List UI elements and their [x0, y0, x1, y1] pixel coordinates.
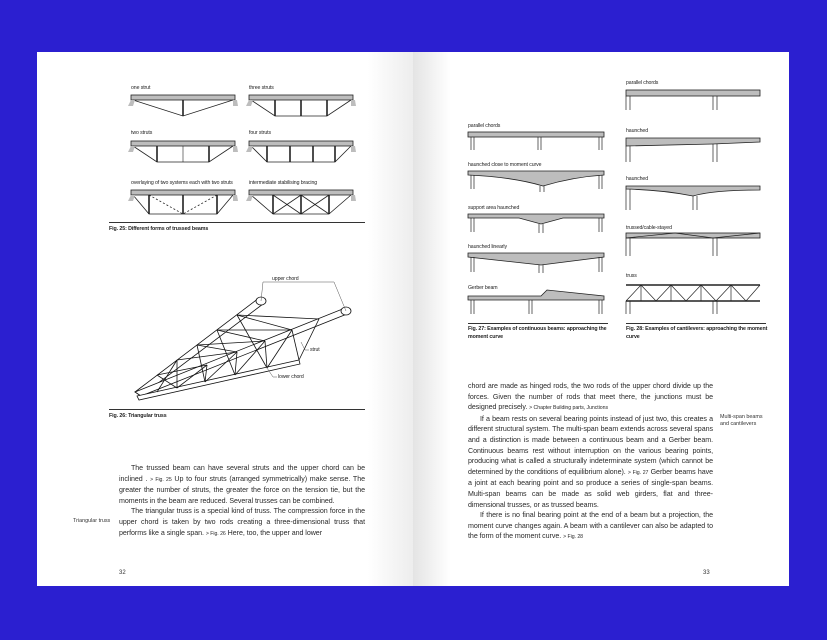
fig25-trussed-beams-diagram: [37, 52, 413, 232]
fig25-reference: > Fig. 25: [150, 476, 172, 483]
left-p2-text-b: Here, too, the upper and lower: [225, 528, 323, 537]
fig25-label-overlaying: overlaying of two systems each with two struts: [131, 180, 233, 186]
chapter-reference: > Chapter Building parts, Junctions: [529, 405, 609, 412]
fig28-caption: Fig. 28: Examples of cantilevers: approaching the moment curve: [626, 326, 768, 340]
fig28-label-truss: truss: [626, 273, 637, 279]
fig25-rule: [109, 222, 365, 223]
left-page: [37, 52, 413, 586]
right-p2-text-b: Gerber beams have a joint at each bearing point and so produce a series of single-span beams. Multi-span beams can be made as solid web girders, flat and three-dimensional trusses, or as trussed beams.: [468, 467, 714, 509]
fig27-rule: [468, 323, 608, 324]
fig26-triangular-truss-diagram: [37, 262, 413, 412]
page-number-right: 33: [703, 570, 710, 576]
fig25-label-one-strut: one strut: [131, 85, 151, 91]
fig27-label-parallel-chords: parallel chords: [468, 123, 501, 129]
fig27-caption: Fig. 27: Examples of continuous beams: approaching the moment curve: [468, 326, 607, 340]
fig27-reference: > Fig. 27: [627, 469, 649, 476]
fig25-label-three-struts: three struts: [249, 85, 274, 91]
right-paragraph-3: [468, 510, 713, 543]
fig26-rule: [109, 409, 365, 410]
fig26-caption: Fig. 26: Triangular truss: [109, 413, 167, 419]
right-p3-text-a: If there is no final bearing point at the end of a beam but a projection, the moment curve changes again. A beam with a cantilever can also be adapted to the form of the moment curve.: [468, 511, 713, 541]
left-p1-text-b: Up to four struts (arranged symmetrically) make sense. The greater the number of struts, the greater the force on the tension tie, but the moments in the beam are reduced. Several trusses can be combined.: [119, 474, 365, 505]
fig27-label-haunched-close: haunched close to moment curve: [468, 162, 542, 168]
book-spread: [37, 52, 789, 586]
fig28-label-haunched-2: haunched: [626, 176, 648, 182]
right-body-text: [468, 381, 713, 543]
fig25-label-four-struts: four struts: [249, 130, 271, 136]
fig26-label-strut: strut: [310, 347, 320, 353]
fig26-label-lower-chord: lower chord: [278, 374, 304, 380]
left-p2-text-a: The triangular truss is a special kind of truss. The compression force in the upper chord is taken by two rods creating a three-dimensional truss that performs like a single span.: [119, 507, 365, 537]
right-p1-text: chord are made as hinged rods, the two rods of the upper chord divide up the forces. Given the number of rods that meet there, the junctions must be designed precisely.: [468, 382, 713, 412]
right-page: [413, 52, 789, 586]
fig28-cantilevers-diagram: [413, 52, 789, 322]
fig28-rule: [626, 323, 766, 324]
right-paragraph-2: [468, 414, 713, 510]
fig27-label-gerber-beam: Gerber beam: [468, 285, 498, 291]
margin-note-multi-span: Multi-span beams and cantilevers: [720, 414, 763, 427]
fig28-label-trussed: trussed/cable-stayed: [626, 225, 672, 231]
fig28-reference: > Fig. 28: [563, 534, 583, 541]
fig26-reference: > Fig. 26: [205, 530, 226, 537]
fig25-label-stabilising-bracing: intermediate stabilising bracing: [249, 180, 318, 186]
left-paragraph-2: [119, 506, 365, 539]
left-body-text: [119, 463, 365, 539]
right-p2-text-a: If a beam rests on several bearing points instead of just two, this creates a different structural system. The multi-span beam extends across several spans and a distinction is made between a continuous beam and a Gerber beam. Continuous beams rest without interruption on the various bearing points, producing what is called a structurally indeterminate system (which cannot be determined by the conditions of equilibrium alone).: [468, 414, 713, 476]
fig27-label-haunched-linearly: haunched linearly: [468, 244, 507, 250]
fig28-label-parallel-chords: parallel chords: [626, 80, 659, 86]
left-paragraph-1: [119, 463, 365, 506]
fig26-label-upper-chord: upper chord: [272, 276, 299, 282]
left-p1-text-a: The trussed beam can have several struts and the upper chord can be inclined .: [119, 464, 365, 483]
page-number-left: 32: [119, 570, 126, 576]
margin-note-triangular-truss: Triangular truss: [73, 518, 111, 524]
fig25-label-two-struts: two struts: [131, 130, 153, 136]
fig27-label-support-haunched: support area haunched: [468, 205, 520, 211]
right-paragraph-1: [468, 381, 713, 414]
fig28-label-haunched-1: haunched: [626, 128, 648, 134]
fig25-caption: Fig. 25: Different forms of trussed beams: [109, 226, 209, 232]
